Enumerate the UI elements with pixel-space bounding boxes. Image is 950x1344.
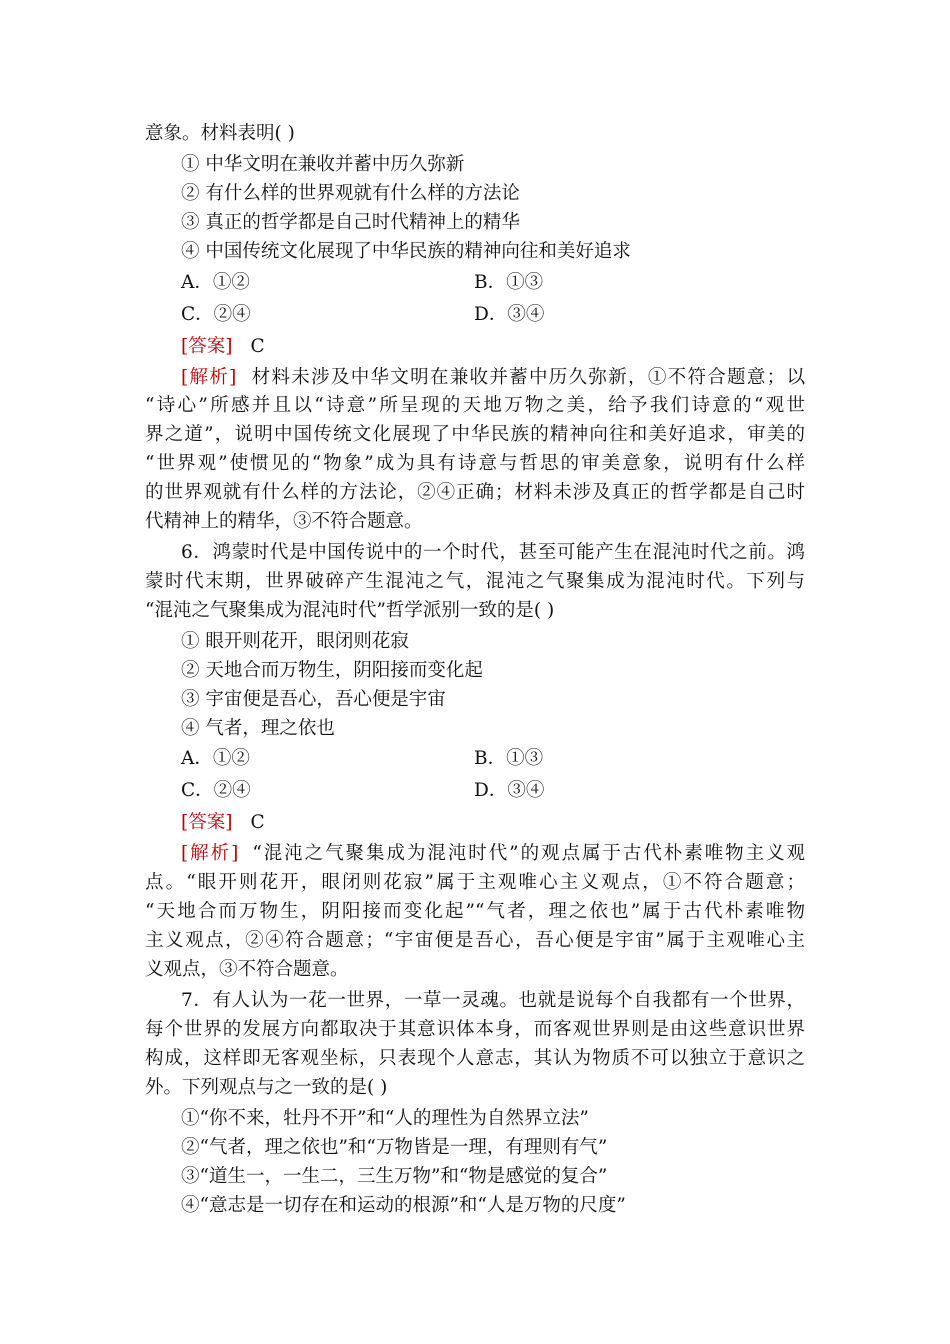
q6-option-b: B．①③ (474, 748, 544, 769)
q5-option-c: C．②④ (181, 304, 251, 325)
q6-stem-line-1: 6．鸿蒙时代是中国传说中的一个时代，甚至可能产生在混沌时代之前。鸿 (181, 542, 805, 563)
q7-stem-line-2: 每个世界的发展方向都取决于其意识体本身，而客观世界则是由这些意识世界 (145, 1019, 805, 1040)
q6-option-a: A．①② (181, 748, 250, 769)
q6-item-1: ① 眼开则花开，眼闭则花寂 (181, 631, 409, 652)
explain-tag: [解析] (181, 367, 237, 388)
explain-text: 材料未涉及中华文明在兼收并蓄中历久弥新，①不符合题意；以 (250, 367, 805, 388)
q6-explanation-line-5: 义观点，③不符合题意。 (145, 959, 349, 980)
q7-item-1: ①“你不来，牡丹不开”和“人的理性为自然界立法” (181, 1108, 589, 1129)
q6-item-2: ② 天地合而万物生，阴阳接而变化起 (181, 660, 483, 681)
q5-explanation-line-2: “诗心”所感并且以“诗意”所呈现的天地万物之美，给予我们诗意的“观世 (145, 395, 805, 416)
q5-item-2: ② 有什么样的世界观就有什么样的方法论 (181, 183, 520, 204)
q7-stem-line-1: 7．有人认为一花一世界，一草一灵魂。也就是说每个自我都有一个世界， (181, 990, 805, 1011)
q5-stem-tail: 意象。材料表明( ) (145, 123, 295, 144)
q7-item-3: ③“道生一，一生二，三生万物”和“物是感觉的复合” (181, 1166, 608, 1187)
q6-option-d: D．③④ (474, 780, 545, 801)
explain-text: “混沌之气聚集成为混沌时代”的观点属于古代朴素唯物主义观 (252, 843, 806, 864)
q6-explanation-line-4: 主义观点，②④符合题意；“宇宙便是吾心，吾心便是宇宙”属于主观唯心主 (145, 930, 805, 951)
answer-value: C (250, 812, 265, 833)
q5-item-1: ① 中华文明在兼收并蓄中历久弥新 (181, 154, 465, 175)
q6-explanation-line-2: 点。“眼开则花开，眼闭则花寂”属于主观唯心主义观点，①不符合题意； (145, 872, 805, 893)
q5-explanation-line-5: 的世界观就有什么样的方法论，②④正确；材料未涉及真正的哲学都是自己时 (145, 482, 805, 503)
q6-stem-line-2: 蒙时代末期，世界破碎产生混沌之气，混沌之气聚集成为混沌时代。下列与 (145, 571, 805, 592)
q6-answer (181, 810, 265, 836)
explain-tag: [解析] (181, 843, 239, 864)
q6-stem-line-3: “混沌之气聚集成为混沌时代”哲学派别一致的是( ) (145, 600, 555, 621)
q7-item-4: ④“意志是一切存在和运动的根源”和“人是万物的尺度” (181, 1195, 626, 1216)
q7-stem-line-4: 外。下列观点与之一致的是( ) (145, 1077, 388, 1098)
q5-explanation-line-1 (181, 365, 805, 391)
answer-value: C (250, 336, 265, 357)
q5-option-a: A．①② (181, 272, 250, 293)
q6-explanation-line-3: “天地合而万物生，阴阳接而变化起”“气者，理之依也”属于古代朴素唯物 (145, 901, 805, 922)
q7-item-2: ②“气者，理之依也”和“万物皆是一理，有理则有气” (181, 1137, 608, 1158)
q6-option-c: C．②④ (181, 780, 251, 801)
q5-explanation-line-4: “世界观”使惯见的“物象”成为具有诗意与哲思的审美意象，说明有什么样 (145, 453, 805, 474)
q5-item-3: ③ 真正的哲学都是自己时代精神上的精华 (181, 212, 520, 233)
q5-answer (181, 334, 265, 360)
q6-item-4: ④ 气者，理之依也 (181, 718, 335, 739)
answer-tag: [答案] (181, 812, 233, 833)
q5-explanation-line-6: 代精神上的精华，③不符合题意。 (145, 511, 423, 532)
q5-item-4: ④ 中国传统文化展现了中华民族的精神向往和美好追求 (181, 241, 631, 262)
q5-option-d: D．③④ (474, 304, 545, 325)
q5-explanation-line-3: 界之道”，说明中国传统文化展现了中华民族的精神向往和美好追求，审美的 (145, 424, 805, 445)
q6-explanation-line-1 (181, 841, 805, 867)
q5-option-b: B．①③ (474, 272, 544, 293)
answer-tag: [答案] (181, 336, 233, 357)
q6-item-3: ③ 宇宙便是吾心，吾心便是宇宙 (181, 689, 446, 710)
q7-stem-line-3: 构成，这样即无客观坐标，只表现个人意志，其认为物质不可以独立于意识之 (145, 1048, 805, 1069)
